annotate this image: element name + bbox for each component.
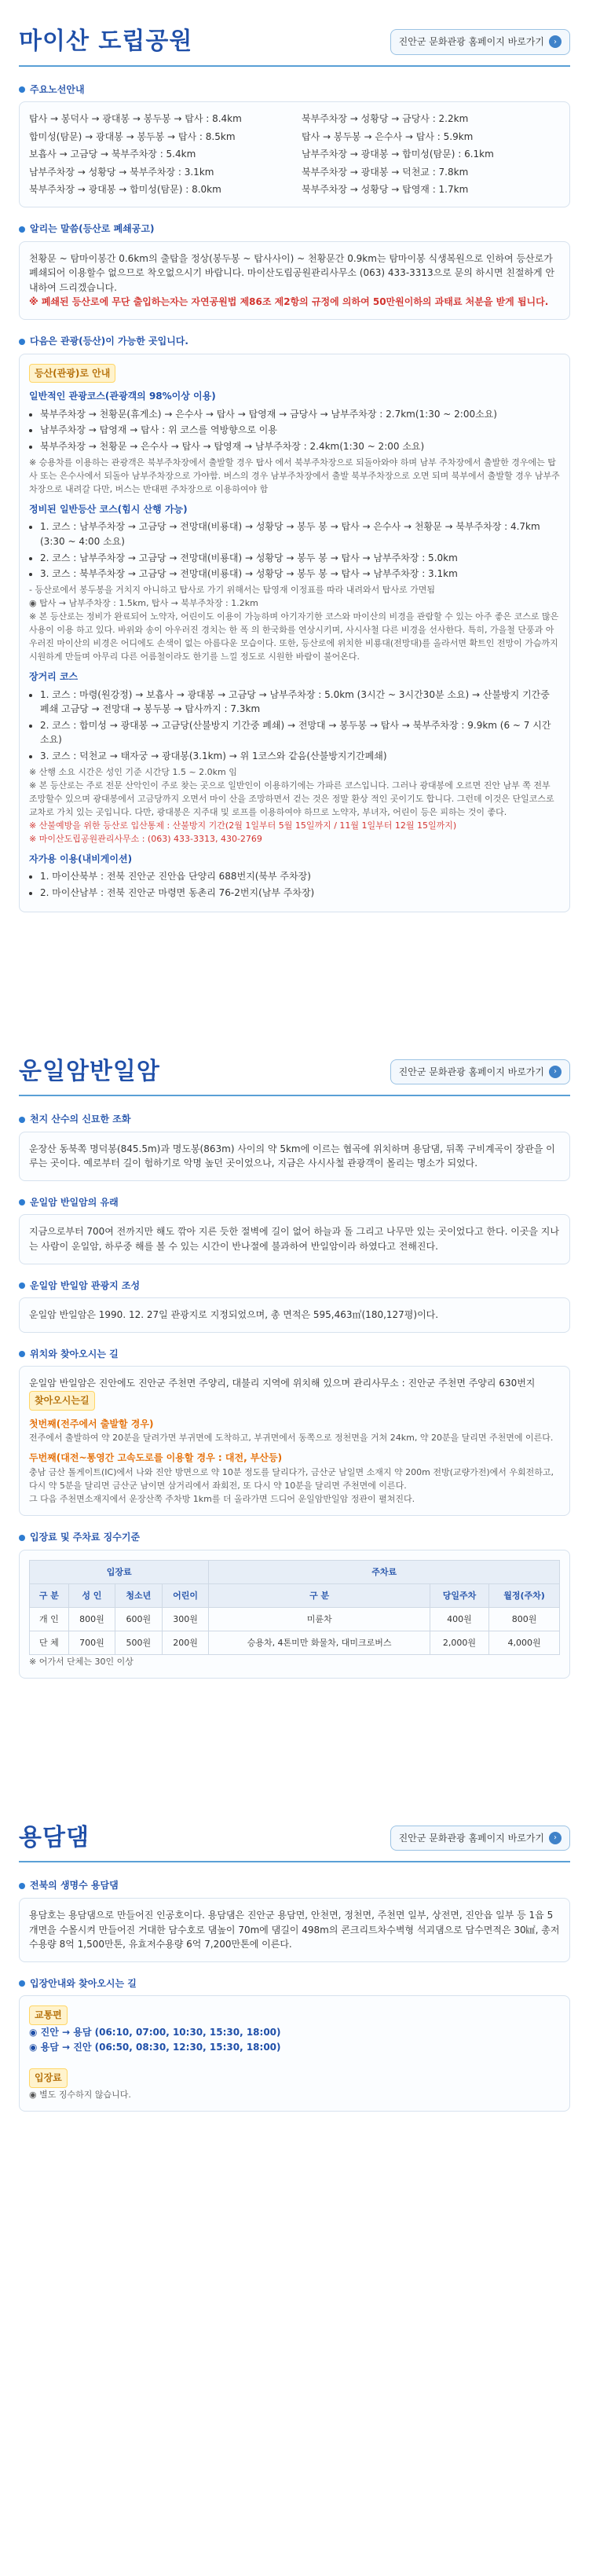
mountain-guide-tag: 등산(관광)로 안내 [29, 364, 115, 383]
transport-tag: 교통편 [29, 2005, 68, 2025]
routes-block [19, 83, 570, 208]
course2-note1: - 등산로에서 봉두봉을 거치지 아니하고 탑사로 가기 위해서는 탐영재 이정표를 따라 내려와서 탑사로 가면됨 [29, 584, 435, 595]
course3-item: • 1. 코스 : 마령(원강정) → 보흡사 → 광대봉 → 고금당 → 남부주차장 : 5.0km (3시간 ~ 3시간30분 소요) → 산불방지 기간중 폐쇄 고금당 → 전망대 → 봉두봉 → 탑사까지 : 7.3km [40, 688, 560, 717]
way1-title: 첫번째(전주에서 출발할 경우) [29, 1418, 154, 1429]
routes-box [19, 101, 570, 207]
b2-block [19, 1195, 570, 1264]
fee-cell: 승용차, 4톤미만 화물차, 대미크로버스 [209, 1631, 430, 1654]
home-link-label: 진안군 문화관광 홈페이지 바로가기 [398, 35, 544, 47]
section-unilam [0, 1030, 589, 1702]
bullet-icon [19, 1117, 25, 1123]
b4-box [19, 1366, 570, 1516]
route-item: 보흡사 → 고금당 → 북부주차장 : 5.4km [29, 149, 196, 160]
route-item: 남부주차장 → 광대봉 → 합미성(탐문) : 6.1km [302, 149, 494, 160]
home-link-button[interactable] [390, 1059, 570, 1085]
b3-box [19, 1297, 570, 1333]
bullet-icon [19, 226, 25, 233]
b4-block [19, 1347, 570, 1516]
fee-cell: 400원 [430, 1607, 488, 1631]
yb1-title: 전북의 생명수 용담댐 [19, 1878, 570, 1893]
spacer [29, 2054, 560, 2068]
courses-block [19, 334, 570, 912]
transport-line: ◉ 용담 → 진안 (06:50, 08:30, 12:30, 15:30, 18:00) [29, 2041, 281, 2053]
course2-desc: ※ 본 등산로는 정비가 완료되어 노약자, 어린이도 이용이 가능하며 아기자기한 코스와 마이산의 비경을 관람할 수 있는 아주 좋은 코스로 많은 사용이 이용 하고 있다. 바위와 송이 아우러진 경치는 한 폭 의 한국화를 연상시키며, 사시사철 다른 비경을 선사한다. 특히, 가을철 단풍과 아우러진 마이산의 비경은 어디에도 손색이 없는 아름다운 모습이다. 또한, 등산로에 위치한 비룡대(전망대)를 올라서면 확트인 전망이 가슴까지 시원하게 만들며 아무리 다른 어름철이라도 한기를 느낄 정도로 시원한 바람이 불어온다. [29, 611, 559, 662]
fee-cell: 2,000원 [430, 1631, 488, 1654]
fee-cell: 300원 [162, 1607, 209, 1631]
yb1-block [19, 1878, 570, 1961]
bullet-icon [19, 1199, 25, 1205]
notice-warning: ※ 폐쇄된 등산로에 무단 출입하는자는 자연공원법 제86조 제2항의 규정에 의하여 50만원이하의 과태료 처분을 받게 됩니다. [29, 296, 549, 308]
course2-item: • 3. 코스 : 북부주차장 → 고금당 → 전망대(비룡대) → 성황당 → 봉두 봉 → 탑사 → 남부주차장 : 3.1km [40, 567, 560, 582]
fee-row [30, 1607, 560, 1631]
fee-cell: 200원 [162, 1631, 209, 1654]
fee-cell: 단 체 [30, 1631, 69, 1654]
course2-title: 정비된 일반등산 코스(힘시 산행 가능) [29, 503, 188, 515]
b1-block [19, 1112, 570, 1181]
course3-item: • 2. 코스 : 합미성 → 광대봉 → 고금당(산불방지 기간중 폐쇄) → 전망대 → 봉두봉 → 탑사 → 북부주차장 : 9.9km (6 ~ 7 시간 소요) [40, 718, 560, 747]
fee-header: 어린이 [162, 1583, 209, 1607]
b3-text: 운일암 반일암은 1990. 12. 27일 관광지로 지정되었으며, 총 면적은 595,463㎡(180,127평)이다. [29, 1309, 439, 1321]
fee-cell: 500원 [115, 1631, 163, 1654]
fee-group-parking: 주차료 [209, 1560, 560, 1583]
courses-title: 다음은 관광(등산)이 가능한 곳입니다. [19, 334, 570, 349]
course1-item: • 북부주차장 → 천황문 → 은수사 → 탑사 → 탑영재 → 남부주차장 : 2.4km(1:30 ~ 2:00 소요) [40, 439, 560, 454]
b2-text: 지금으로부터 700여 전까지만 해도 깎아 지른 듯한 절벽에 길이 없어 하늘과 돌 그리고 나무만 있는 곳이었다고 한다. 이곳을 지나는 사람이 운일암, 하루중 해를 볼 수 있는 시간이 반나절에 불과하여 반일암이라 하였다고 전해진다. [29, 1226, 559, 1253]
yb1-text: 용담호는 용담댐으로 만들어진 인공호이다. 용담댐은 진안군 용담면, 안천면, 정천면, 주천면 일부, 상전면, 진안읍 일부 등 1읍 5개면을 수몰시켜 만들어진 거대한 담수호로 댐높이 70m에 댐길이 498m의 콘크리트차수벽형 석괴댐으로 담수면적은 30㎢, 총저수용량 8억 1,500만톤, 유효저수용량 6억 7,200만톤에 이른다. [29, 1909, 560, 1950]
course3-time: ※ 산행 소요 시간은 성인 기준 시간당 1.5 ~ 2.0km 임 [29, 766, 237, 777]
home-link-button[interactable] [390, 1826, 570, 1851]
fee-header: 당일주차 [430, 1583, 488, 1607]
way2-text: 충남 금산 톨게이트(IC)에서 나와 진안 방면으로 약 10분 정도를 달리다가, 금산군 남일면 소재지 약 200m 전방(교량가전)에서 우회전하고, 다시 약 5분을 달리면 금산군 남이면 삼거리에서 좌회전, 또 다시 약 10분을 달리면 주천면에 이른다. [29, 1466, 554, 1491]
parking-item: • 2. 마이산남부 : 전북 진안군 마령면 동촌리 76-2번지(남부 주차장) [40, 886, 560, 901]
fee-table [29, 1560, 560, 1655]
parking-item: • 1. 마이산북부 : 전북 진안군 진안읍 단양리 688번지(북부 주차장) [40, 869, 560, 884]
section-maisan [0, 0, 589, 936]
fee-group-admission: 입장료 [30, 1560, 209, 1583]
bullet-icon [19, 1980, 25, 1987]
bullet-icon [19, 1282, 25, 1289]
fee-title: 입장료 및 주차료 징수기준 [19, 1530, 570, 1545]
fee-block [19, 1530, 570, 1679]
home-link-label: 진안군 문화관광 홈페이지 바로가기 [398, 1832, 544, 1844]
fee-free-note: ◉ 별도 징수하지 않습니다. [29, 2089, 131, 2100]
route-item: 북부주차장 → 광대봉 → 덕천교 : 7.8km [302, 166, 469, 178]
home-link-label: 진안군 문화관광 홈페이지 바로가기 [398, 1066, 544, 1077]
bullet-icon [19, 1351, 25, 1357]
course2-item: • 1. 코스 : 남부주차장 → 고금당 → 전망대(비룡대) → 성황당 → 봉두 봉 → 탑사 → 은수사 → 천황문 → 북부주차장 : 4.7km (3:30 ~ 4:00 소요) [40, 519, 560, 549]
way2-title: 두번째(대전~통영간 고속도로를 이용할 경우 : 대전, 부산등) [29, 1452, 283, 1464]
b2-box [19, 1214, 570, 1264]
fee-note: ※ 어가서 단체는 30인 이상 [29, 1656, 134, 1667]
section-title: 용담댐 [19, 1823, 90, 1851]
route-item: 북부주차장 → 광대봉 → 합미성(탐문) : 8.0km [29, 184, 221, 196]
course3-title: 장거리 코스 [29, 670, 79, 682]
b1-title: 천지 산수의 신묘한 조화 [19, 1112, 570, 1127]
fee-box [19, 1550, 570, 1679]
fee-header: 구 분 [30, 1583, 69, 1607]
section-yongdam [0, 1796, 589, 2135]
course1-item: • 북부주차장 → 천황문(휴게소) → 은수사 → 탑사 → 탑영재 → 금당사 → 남부주차장 : 2.7km(1:30 ~ 2:00소요) [40, 407, 560, 422]
course1-note: ※ 승용차를 이용하는 관광객은 북부주차장에서 출발할 경우 탑사 에서 북부주차장으로 되돌아와야 하며 남부 주차장에서 출발한 경우에는 탑사 또는 은수사에서 되돌아 남부주차장으로 가야함. 버스의 경우 남부주차장에서 출발 북부주차장으로 오면 되며 북부에서 출발할 경우 남부주차장으로 내려갈 다만, 버스는 반대편 주차장으로 이용하여야 함 [29, 457, 560, 494]
section-header [19, 24, 570, 67]
section-title: 운일암반일암 [19, 1057, 160, 1085]
courses-box [19, 354, 570, 912]
fee-cell: 600원 [115, 1607, 163, 1631]
parking-title: 자가용 이용(내비게이션) [29, 853, 133, 864]
fee-header: 성 인 [68, 1583, 115, 1607]
route-item: 탑사 → 봉덕사 → 광대봉 → 봉두봉 → 탑사 : 8.4km [29, 113, 242, 125]
transport-line: ◉ 진안 → 용담 (06:10, 07:00, 10:30, 15:30, 18:00) [29, 2026, 281, 2038]
bullet-icon [19, 339, 25, 345]
notice-block [19, 222, 570, 320]
fee-cell: 개 인 [30, 1607, 69, 1631]
section-header [19, 1054, 570, 1097]
yb2-title: 입장안내와 찾아오시는 길 [19, 1976, 570, 1991]
fee-header: 월정(주차) [489, 1583, 560, 1607]
yb2-block [19, 1976, 570, 2112]
way-note: 그 다음 주천면소재지에서 운장산쪽 주차방 1km를 더 올라가면 드디어 운일암반일암 정관이 펼쳐진다. [29, 1493, 415, 1504]
fee-header-row [30, 1583, 560, 1607]
yb2-box [19, 1995, 570, 2111]
course2-item: • 2. 코스 : 남부주차장 → 고금당 → 전망대(비룡대) → 성황당 → 봉두 봉 → 탑사 → 남부주차장 : 5.0km [40, 551, 560, 566]
fee-cell: 800원 [68, 1607, 115, 1631]
fee-cell: 800원 [489, 1607, 560, 1631]
course3-warn-2: ※ 마이산도립공원관리사무소 : (063) 433-3313, 430-2769 [29, 833, 262, 844]
course3-warn-1: ※ 산불예방을 위한 등산로 입산통제 : 산불방지 기간(2월 1일부터 5월 15일까지 / 11월 1일부터 12월 15일까지) [29, 820, 457, 831]
course1-list [29, 407, 560, 454]
course3-list [29, 688, 560, 764]
fee-header: 구 분 [209, 1583, 430, 1607]
chevron-right-icon: › [549, 1832, 562, 1844]
course2-list [29, 519, 560, 581]
fee-cell: 700원 [68, 1631, 115, 1654]
notice-box [19, 241, 570, 320]
course1-title: 일반적인 관광코스(관광객의 98%이상 이용) [29, 391, 216, 402]
b4-text: 운일암 반일암은 진안에도 진안군 주천면 주양리, 대불리 지역에 위치해 있으며 관리사무소 : 진안군 주천면 주양리 630번지 [29, 1378, 536, 1389]
routes-title: 주요노선안내 [19, 83, 570, 97]
b1-text: 운장산 동북쪽 명덕봉(845.5m)과 명도봉(863m) 사이의 약 5km에 이르는 협곡에 위치하며 용담댐, 뒤쪽 구비계곡이 장관을 이루는 곳이다. 예로부터 길이 험하기로 악명 높던 곳이었으나, 지금은 사시사철 관광객이 몰리는 명소가 되었다. [29, 1143, 555, 1169]
route-item: 탑사 → 봉두봉 → 은수사 → 탑사 : 5.9km [302, 130, 474, 142]
route-item: 북부주차장 → 성황당 → 금당사 : 2.2km [302, 113, 469, 125]
fee-tag: 입장료 [29, 2068, 68, 2088]
way1-text: 전주에서 출발하여 약 20분을 달려가면 부귀면에 도착하고, 부귀면에서 동쪽으로 정천면을 거쳐 24km, 약 20분을 달리면 주천면에 이른다. [29, 1433, 554, 1444]
fee-cell: 미륜차 [209, 1607, 430, 1631]
fee-row [30, 1631, 560, 1654]
b4-title: 위치와 찾아오시는 길 [19, 1347, 570, 1362]
b1-box [19, 1132, 570, 1181]
chevron-right-icon: › [549, 1066, 562, 1078]
parking-list [29, 869, 560, 900]
section-title: 마이산 도립공원 [19, 28, 193, 55]
fee-header: 청소년 [115, 1583, 163, 1607]
course3-desc: ※ 본 등산로는 주로 전문 산악인이 주로 찾는 곳으로 일반인이 이용하기에는 가파른 코스입니다. 그러나 광대봉에 오르면 진안 남부 쪽 전부 조망할수 있으며 광대봉에서 고금당까지 오면서 마이 산을 조망하면서 걷는 것은 정말 환상 적인 곳이기도 합니다. 그런데 이것은 단일코스로 교차로 가치 있는 곳입니다. 다만, 광대봉은 지주대 및 로프를 이용하여야 하므로 노약자, 부녀자, 어린이 등은 피하는 것이 좋다. [29, 780, 554, 817]
routes-grid [29, 112, 560, 197]
course2-note2: ◉ 탑사 → 남부주차장 : 1.5km, 탑사 → 북부주차장 : 1.2km [29, 597, 258, 608]
section-header [19, 1820, 570, 1863]
notice-text: 천황문 ~ 탐마이봉간 0.6km의 출탑을 정상(봉두봉 ~ 탑사사이) ~ 천황문간 0.9km는 탐마이봉 식생복원으로 인하여 등산로가 폐쇄되어 이용할수 없으므로 착오없으시기 바랍니다. 마이산도립공원관리사무소 (063) 433-3313으로 문의 하시면 친절하게 안내하여 드리겠습니다. [29, 252, 555, 293]
b2-title: 운일암 반일암의 유래 [19, 1195, 570, 1210]
fee-group-row [30, 1560, 560, 1583]
bullet-icon [19, 1883, 25, 1889]
chevron-right-icon: › [549, 35, 562, 48]
route-item: 합미성(탐문) → 광대봉 → 봉두봉 → 탑사 : 8.5km [29, 130, 236, 142]
route-item: 남부주차장 → 성황당 → 북부주차장 : 3.1km [29, 166, 214, 178]
home-link-button[interactable] [390, 29, 570, 55]
route-item: 북부주차장 → 성황당 → 탑영재 : 1.7km [302, 184, 469, 196]
bullet-icon [19, 1535, 25, 1541]
bullet-icon [19, 86, 25, 93]
course1-item: • 남부주차장 → 탑영재 → 탑사 : 위 코스를 역방향으로 이용 [40, 423, 560, 438]
notice-title: 알리는 말씀(등산로 폐쇄공고) [19, 222, 570, 237]
directions-tag: 찾아오시는길 [29, 1391, 95, 1411]
b3-title: 운일암 반일암 관광지 조성 [19, 1279, 570, 1294]
b3-block [19, 1279, 570, 1333]
yb1-box [19, 1898, 570, 1962]
course3-item: • 3. 코스 : 덕천교 → 태자궁 → 광대봉(3.1km) → 위 1코스와 같음(산불방지기간폐쇄) [40, 749, 560, 764]
fee-cell: 4,000원 [489, 1631, 560, 1654]
